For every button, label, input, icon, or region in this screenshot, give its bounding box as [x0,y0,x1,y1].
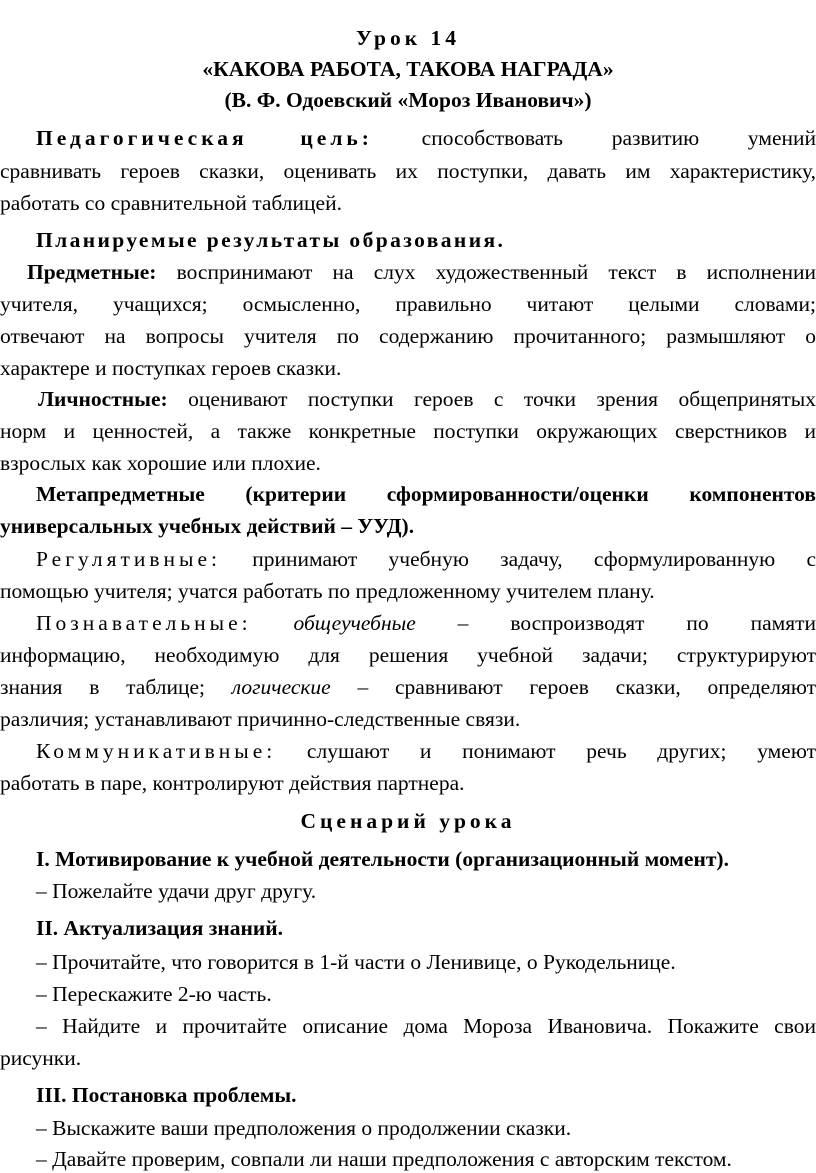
stage-2-title: II. Актуализация знаний. [36,914,816,942]
lesson-number: Урок 14 [0,24,816,52]
scenario-heading: Сценарий урока [0,807,816,835]
goal-label: Педагогическая цель: [36,126,373,150]
results-heading: Планируемые результаты образования. [36,226,816,254]
cognitive-line-4: различия; устанавливают причинно-следственные связи. [0,705,816,733]
regulative-line-1 [36,545,816,573]
lesson-title: «КАКОВА РАБОТА, ТАКОВА НАГРАДА» [0,55,816,83]
goal-line-3: работать со сравнительной таблицей. [0,189,816,217]
subject-label: Предметные: [27,260,156,284]
goal-text-1: способствовать развитию умений [422,126,816,150]
regulative-label: Регулятивные: [36,547,221,571]
stage-3-line-1: – Выскажите ваши предположения о продолжении сказки. [36,1114,816,1142]
regulative-line-2: помощью учителя; учатся работать по предложенному учителем плану. [0,577,816,605]
stage-2-line-4: рисунки. [0,1044,816,1072]
goal-line-1 [36,124,816,152]
cognitive-text-3a: знания в таблице; [0,675,205,699]
personal-line-2: норм и ценностей, а также конкретные поступки окружающих сверстников и [0,417,816,445]
communicative-line-1 [36,737,816,765]
lesson-subtitle: (В. Ф. Одоевский «Мороз Иванович») [0,86,816,114]
stage-3-line-2: – Давайте проверим, совпали ли наши предположения с авторским текстом. [36,1145,816,1173]
cognitive-line-1 [36,609,816,637]
stage-1-line-1: – Пожелайте удачи друг другу. [36,877,816,905]
stage-3-title: III. Постановка проблемы. [36,1081,816,1109]
cognitive-line-3 [0,673,816,701]
subject-text-1: воспринимают на слух художественный текст в исполнении [177,260,816,284]
personal-line-1 [38,385,816,413]
cognitive-text-3b: – сравнивают героев сказки, определяют [358,675,816,699]
subject-line-1 [27,258,816,286]
cognitive-label: Познавательные: [36,611,252,635]
personal-label: Личностные: [38,387,168,411]
goal-line-2: сравнивать героев сказки, оценивать их поступки, давать им характеристику, [0,157,816,185]
cognitive-text-1: – воспроизводят по памяти [458,611,816,635]
communicative-label: Коммуникативные: [36,739,276,763]
personal-line-3: взрослых как хорошие или плохие. [0,449,816,477]
regulative-text-1: принимают учебную задачу, сформулированную с [252,547,816,571]
cognitive-general-term: общеучебные [294,611,416,635]
communicative-line-2: работать в паре, контролируют действия партнера. [0,769,816,797]
stage-2-line-2: – Перескажите 2-ю часть. [36,980,816,1008]
communicative-text-1: слушают и понимают речь других; умеют [307,739,816,763]
personal-text-1: оценивают поступки героев с точки зрения общепринятых [188,387,816,411]
subject-line-3: отвечают на вопросы учителя по содержанию прочитанного; размышляют о [0,322,816,350]
cognitive-line-2: информацию, необходимую для решения учебной задачи; структурируют [0,641,816,669]
meta-line-2: универсальных учебных действий – УУД). [0,512,816,540]
stage-2-line-3: – Найдите и прочитайте описание дома Мороза Ивановича. Покажите свои [36,1012,816,1040]
stage-2-line-1: – Прочитайте, что говорится в 1-й части о Ленивице, о Рукодельнице. [36,948,816,976]
subject-line-4: характере и поступках героев сказки. [0,354,816,382]
cognitive-logic-term: логические [232,675,331,699]
stage-1-title: I. Мотивирование к учебной деятельности (организационный момент). [36,845,816,873]
subject-line-2: учителя, учащихся; осмысленно, правильно читают целыми словами; [0,290,816,318]
meta-line-1: Метапредметные (критерии сформированности/оценки компонентов [36,480,816,508]
